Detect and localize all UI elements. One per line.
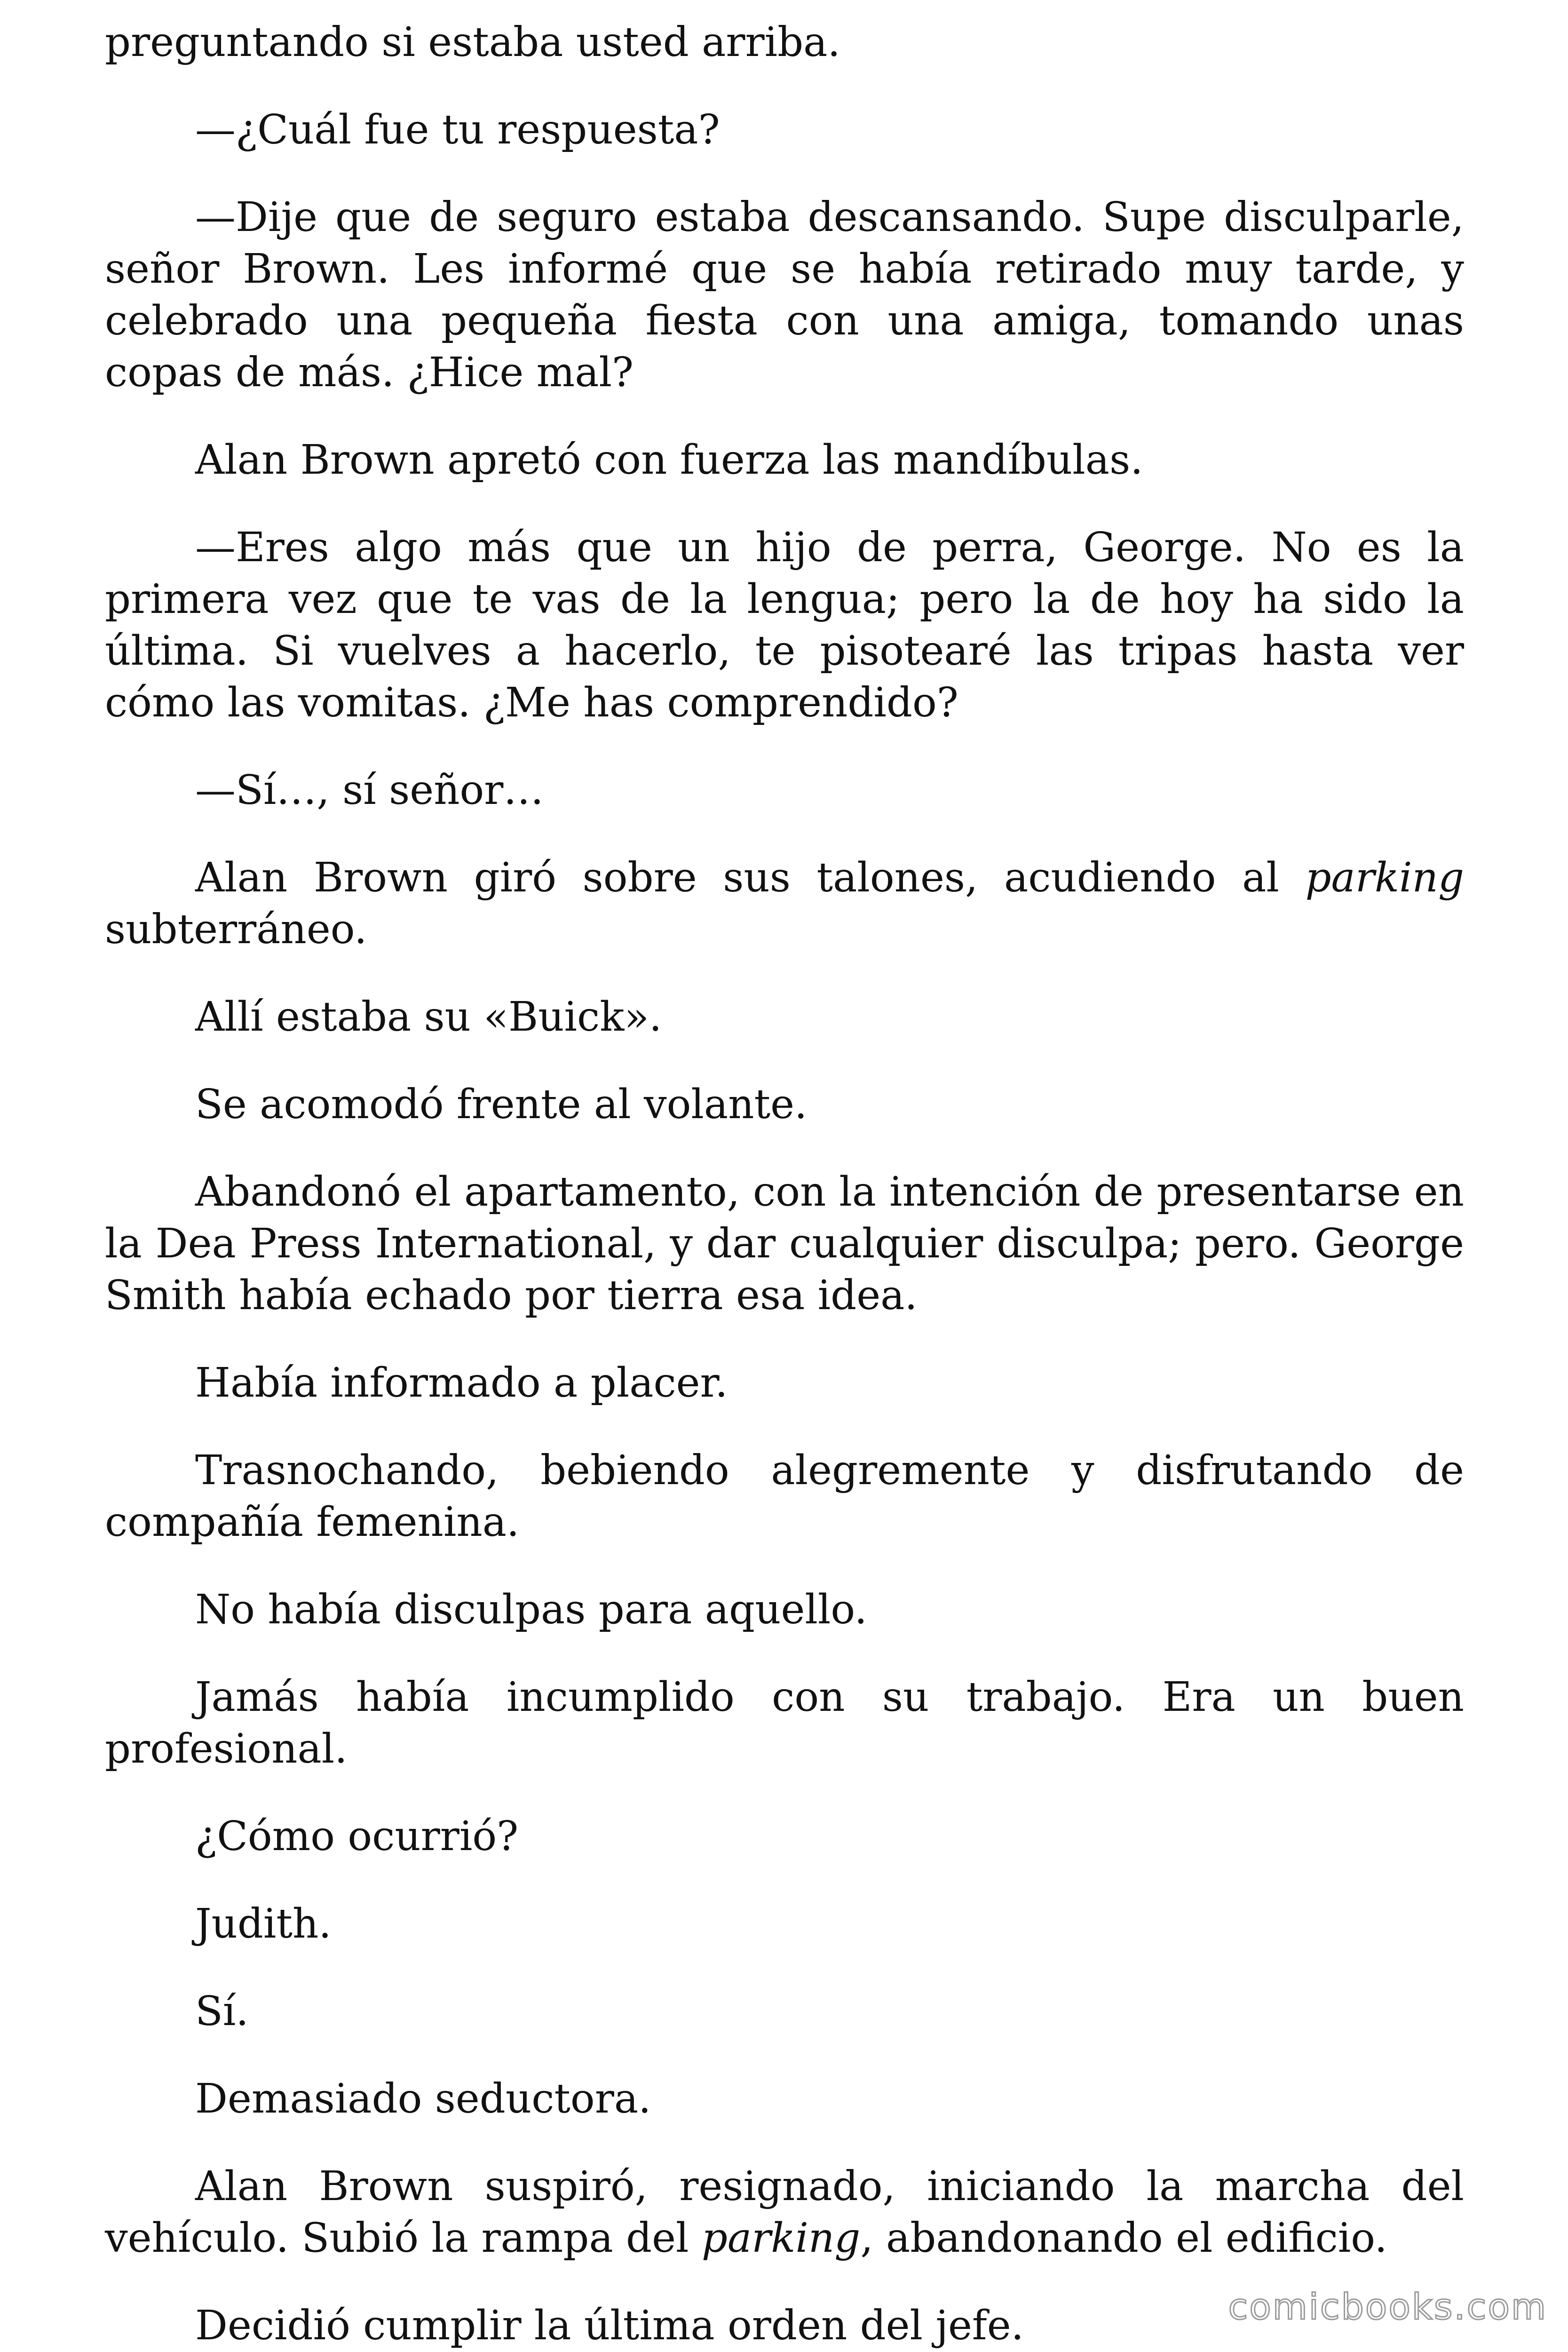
paragraph bbox=[105, 522, 1464, 729]
paragraph-text: Judith. bbox=[195, 1900, 332, 1947]
paragraph bbox=[105, 1898, 1464, 1950]
paragraph bbox=[105, 1986, 1464, 2037]
paragraph bbox=[105, 1357, 1464, 1409]
paragraph-text: subterráneo. bbox=[105, 906, 367, 953]
paragraph bbox=[105, 1671, 1464, 1775]
paragraph-text: No había disculpas para aquello. bbox=[195, 1586, 867, 1633]
paragraph-text: Allí estaba su «Buick». bbox=[195, 993, 662, 1041]
paragraph-text: Alan Brown apretó con fuerza las mandíbulas. bbox=[195, 437, 1143, 484]
page-body bbox=[105, 16, 1464, 2352]
paragraph-text: Demasiado seductora. bbox=[195, 2075, 651, 2122]
watermark: comicbooks.com bbox=[1228, 2286, 1547, 2328]
paragraph-text: Había informado a placer. bbox=[195, 1359, 728, 1406]
paragraph-text: preguntando si estaba usted arriba. bbox=[105, 19, 840, 66]
paragraph-text: ¿Cómo ocurrió? bbox=[195, 1813, 519, 1860]
paragraph-text: Jamás había incumplido con su trabajo. Era un buen profesional. bbox=[105, 1674, 1464, 1772]
paragraph bbox=[105, 1584, 1464, 1636]
paragraph bbox=[105, 104, 1464, 156]
paragraph bbox=[105, 1811, 1464, 1862]
italic-text: parking bbox=[1305, 854, 1464, 901]
paragraph-text: Trasnochando, bebiendo alegremente y disfrutando de compañía femenina. bbox=[105, 1447, 1464, 1546]
paragraph-text: Decidió cumplir la última orden del jefe. bbox=[195, 2302, 1024, 2349]
paragraph-text: Sí. bbox=[195, 1988, 249, 2035]
paragraph-text: —Dije que de seguro estaba descansando. Supe disculparle, señor Brown. Les informé que se había retirado muy tarde, y celebrado una pequeña fiesta con una amiga, tomando unas copas de más. ¿Hice mal? bbox=[105, 194, 1464, 396]
italic-text: parking bbox=[701, 2215, 861, 2262]
paragraph bbox=[105, 2073, 1464, 2125]
paragraph bbox=[105, 2161, 1464, 2264]
paragraph bbox=[105, 852, 1464, 955]
paragraph bbox=[105, 991, 1464, 1043]
paragraph bbox=[105, 1445, 1464, 1548]
paragraph-text: , abandonando el edificio. bbox=[860, 2215, 1387, 2262]
paragraph-text: —¿Cuál fue tu respuesta? bbox=[195, 106, 720, 153]
paragraph-text: —Eres algo más que un hijo de perra, George. No es la primera vez que te vas de la lengua; pero la de hoy ha sido la última. Si vuelves a hacerlo, te pisotearé las tripas hasta ver cómo las vomitas. ¿Me has comprendido? bbox=[105, 524, 1464, 726]
paragraph-text: Abandonó el apartamento, con la intención de presentarse en la Dea Press International, y dar cualquier disculpa; pero. George Smith había echado por tierra esa idea. bbox=[105, 1168, 1464, 1319]
paragraph bbox=[105, 191, 1464, 398]
paragraph bbox=[105, 1166, 1464, 1321]
paragraph-text: —Sí…, sí señor… bbox=[195, 767, 544, 814]
paragraph bbox=[105, 16, 1464, 68]
paragraph-text: Alan Brown giró sobre sus talones, acudiendo al bbox=[195, 854, 1306, 901]
paragraph bbox=[105, 764, 1464, 816]
paragraph bbox=[105, 1079, 1464, 1130]
paragraph-text: Se acomodó frente al volante. bbox=[195, 1081, 808, 1128]
paragraph bbox=[105, 434, 1464, 486]
paragraph-text: Alan Brown suspiró, resignado, iniciando la marcha del vehículo. Subió la rampa del bbox=[105, 2163, 1464, 2262]
